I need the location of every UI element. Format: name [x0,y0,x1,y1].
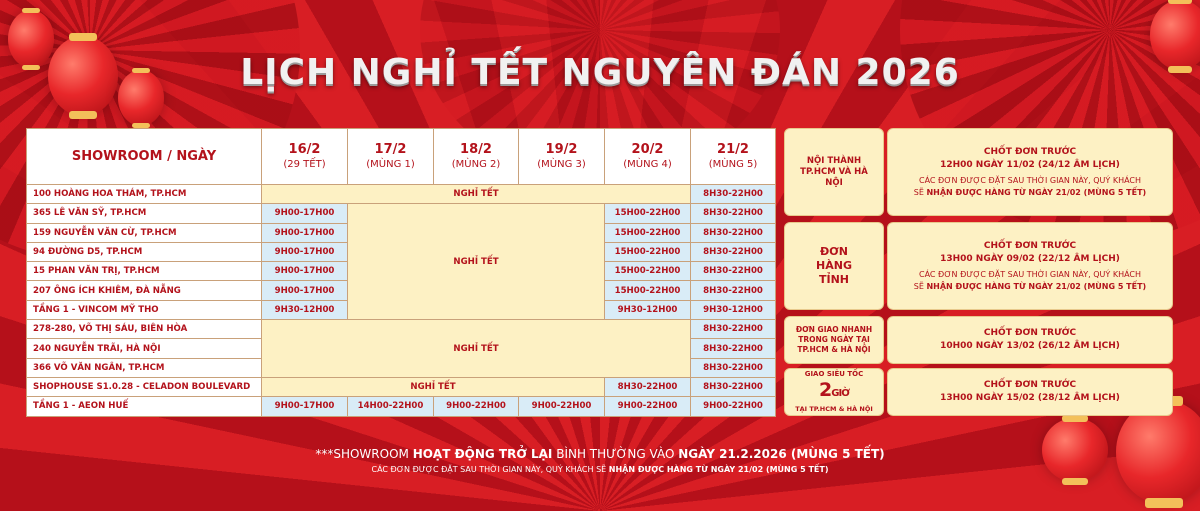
hours-cell: 9H30-12H00 [605,300,691,319]
day-header [262,129,348,185]
order-notice [0,465,1200,474]
hours-cell: 15H00-22H00 [605,223,691,242]
hours-cell: 9H30-12H00 [262,300,348,319]
express-number: 2 [819,379,832,401]
deadline-time: 13H00 NGÀY 15/02 (28/12 ÂM LỊCH) [940,393,1120,403]
showroom-name: 278-280, VÕ THỊ SÁU, BIÊN HÒA [27,320,262,339]
express-label-box [784,368,884,416]
closed-cell: NGHỈ TẾT [262,185,691,204]
day-date: 19/2 [545,141,578,157]
showroom-name: 365 LÊ VĂN SỸ, TP.HCM [27,204,262,223]
showroom-name: 240 NGUYỄN TRÃI, HÀ NỘI [27,339,262,358]
day-date: 17/2 [374,141,407,157]
showroom-day-header: SHOWROOM / NGÀY [27,129,262,185]
hours-cell: 8H30-22H00 [691,262,776,281]
note-line-1: CÁC ĐƠN ĐƯỢC ĐẶT SAU THỜI GIAN NÀY, QUÝ KHÁCH [918,175,1142,185]
day-sub: (29 TẾT) [283,158,326,170]
hours-cell: 8H30-22H00 [691,358,776,377]
day-sub: (MÙNG 5) [708,158,758,170]
day-header [348,129,434,185]
hours-cell: 8H30-22H00 [691,185,776,204]
table-header-row [27,129,776,185]
reopen-stars: *** [315,447,334,461]
showroom-name: 159 NGUYỄN VĂN CỪ, TP.HCM [27,223,262,242]
deadline-heading: CHỐT ĐƠN TRƯỚC [983,240,1077,251]
deadline-time: 12H00 NGÀY 11/02 (24/12 ÂM LỊCH) [940,159,1120,170]
hours-cell: 9H00-17H00 [262,262,348,281]
inner-city-label-box [784,128,884,216]
express-deadline-box [887,368,1173,416]
hours-cell: 15H00-22H00 [605,204,691,223]
inner-city-label: NỘI THÀNH TP.HCM VÀ HÀ NỘI [800,155,868,188]
table-row [27,397,776,416]
deadline-note [914,175,1146,199]
hours-cell: 15H00-22H00 [605,262,691,281]
day-date: 21/2 [717,141,749,157]
same-day-deadline-box [887,316,1173,364]
day-sub: (MÙNG 3) [537,158,586,170]
express-label-top: GIAO SIÊU TỐC [804,370,864,378]
hours-cell: 8H30-22H00 [691,377,776,396]
reopen-text-d: NGÀY 21.2.2026 (MÙNG 5 TẾT) [678,447,885,461]
province-deadline-box [887,222,1173,310]
note-line-2-bold: NHẬN ĐƯỢC HÀNG TỪ NGÀY 21/02 (MÙNG 5 TẾT) [926,187,1147,197]
hours-cell: 9H00-22H00 [605,397,691,416]
showroom-name: TẦNG 1 - AEON HUẾ [27,397,262,416]
hours-cell: 8H30-22H00 [691,242,776,261]
showroom-name: 100 HOÀNG HOA THÁM, TP.HCM [27,185,262,204]
order-notice-a: CÁC ĐƠN ĐƯỢC ĐẶT SAU THỜI GIAN NÀY, QUÝ KHÁCH SẼ [371,465,609,474]
day-sub: (MÙNG 1) [366,158,415,170]
day-header [434,129,519,185]
hours-cell: 9H00-17H00 [262,397,348,416]
closed-cell: NGHỈ TẾT [262,377,605,396]
showroom-name: 366 VÕ VĂN NGÂN, TP.HCM [27,358,262,377]
hours-cell: 9H00-17H00 [262,204,348,223]
hours-cell: 9H00-17H00 [262,223,348,242]
deadline-note [914,269,1146,293]
hours-cell: 8H30-22H00 [691,223,776,242]
reopen-text-b: HOẠT ĐỘNG TRỞ LẠI [412,447,553,461]
inner-city-deadline-box [887,128,1173,216]
hours-cell: 15H00-22H00 [605,242,691,261]
note-line-1: CÁC ĐƠN ĐƯỢC ĐẶT SAU THỜI GIAN NÀY, QUÝ KHÁCH [918,269,1142,279]
hours-cell: 9H00-22H00 [434,397,519,416]
hours-cell: 9H00-22H00 [519,397,605,416]
deadline-heading: CHỐT ĐƠN TRƯỚC [983,146,1077,157]
table-row [27,204,776,223]
reopen-text-a: SHOWROOM [333,447,413,461]
day-header [519,129,605,185]
same-day-label: ĐƠN GIAO NHANH TRONG NGÀY TẠI TP.HCM & HÀ NỘI [795,325,873,354]
table-row [27,320,776,339]
day-date: 18/2 [460,141,492,157]
hours-cell: 14H00-22H00 [348,397,434,416]
reopen-notice [0,447,1200,461]
hours-cell: 15H00-22H00 [605,281,691,300]
express-label-bottom: TẠI TP.HCM & HÀ NỘI [795,405,873,413]
hours-cell: 8H30-22H00 [691,339,776,358]
reopen-text-c: BÌNH THƯỜNG VÀO [552,447,679,461]
day-sub: (MÙNG 4) [623,158,672,170]
day-header [691,129,776,185]
hours-cell: 8H30-22H00 [691,204,776,223]
hours-cell: 8H30-22H00 [605,377,691,396]
same-day-label-box [784,316,884,364]
showroom-name: TẦNG 1 - VINCOM MỸ THO [27,300,262,319]
showroom-name: 207 ÔNG ÍCH KHIÊM, ĐÀ NẴNG [27,281,262,300]
day-sub: (MÙNG 2) [451,158,501,170]
closed-cell: NGHỈ TẾT [262,320,691,378]
closed-cell: NGHỈ TẾT [348,204,605,320]
deadline-heading: CHỐT ĐƠN TRƯỚC [983,328,1077,338]
day-date: 20/2 [631,141,664,157]
note-line-2-bold: NHẬN ĐƯỢC HÀNG TỪ NGÀY 21/02 (MÙNG 5 TẾT) [926,281,1147,291]
deadline-time: 10H00 NGÀY 13/02 (26/12 ÂM LỊCH) [940,341,1120,351]
hours-cell: 9H00-17H00 [262,242,348,261]
deadline-heading: CHỐT ĐƠN TRƯỚC [983,380,1077,390]
table-row [27,377,776,396]
note-line-2-pre: SẼ [913,187,924,197]
express-2h-logo [819,380,849,404]
showroom-name: 15 PHAN VĂN TRỊ, TP.HCM [27,262,262,281]
province-label-box [784,222,884,310]
express-unit: GIỜ [831,388,849,399]
day-header [605,129,691,185]
hours-cell: 9H00-17H00 [262,281,348,300]
table-row [27,185,776,204]
day-date: 16/2 [288,141,321,157]
hours-cell: 9H30-12H00 [691,300,776,319]
province-label: ĐƠN HÀNG TỈNH [816,245,852,286]
showroom-name: 94 ĐƯỜNG D5, TP.HCM [27,242,262,261]
hours-cell: 9H00-22H00 [691,397,776,416]
order-notice-b: NHẬN ĐƯỢC HÀNG TỪ NGÀY 21/02 (MÙNG 5 TẾT) [608,465,829,474]
showroom-name: SHOPHOUSE S1.0.28 - CELADON BOULEVARD [27,377,262,396]
page-title: LỊCH NGHỈ TẾT NGUYÊN ĐÁN 2026 [240,52,960,93]
holiday-schedule-table [26,128,776,417]
note-line-2-pre: SẼ [913,281,924,291]
hours-cell: 8H30-22H00 [691,320,776,339]
hours-cell: 8H30-22H00 [691,281,776,300]
deadline-time: 13H00 NGÀY 09/02 (22/12 ÂM LỊCH) [940,253,1120,264]
